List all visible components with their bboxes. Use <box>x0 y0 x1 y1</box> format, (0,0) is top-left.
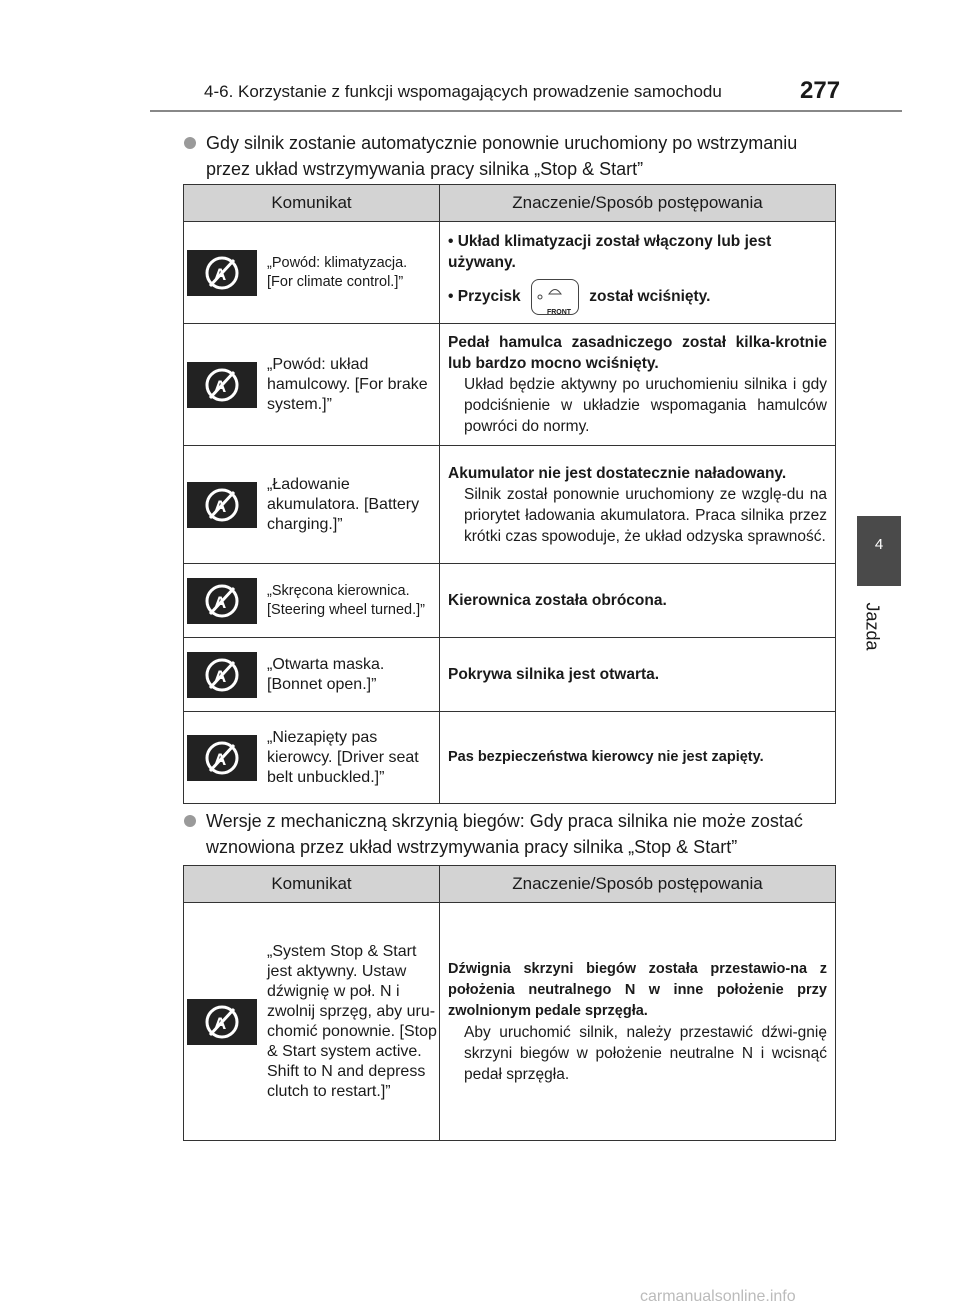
table-row <box>184 712 836 804</box>
message-table-2 <box>183 865 836 1141</box>
meaning-detail: Aby uruchomić silnik, należy przestawić dźwi-gnię skrzyni biegów w położenie neutralne N i wcisnąć pedał sprzęgła. <box>464 1023 827 1083</box>
table-row <box>184 222 836 324</box>
meaning-line-2a: • Przycisk <box>448 287 521 305</box>
header-divider <box>150 110 902 112</box>
stop-start-disabled-icon <box>187 652 257 698</box>
svg-text:A: A <box>214 666 227 686</box>
svg-text:A: A <box>214 749 227 769</box>
stop-start-disabled-icon <box>187 578 257 624</box>
meaning-line-2 <box>448 279 827 315</box>
table-row <box>184 564 836 638</box>
meaning-detail: Układ będzie aktywny po uruchomieniu silnika i gdy podciśnienie w układzie wspomagania hamulców powróci do normy. <box>464 376 827 435</box>
bullet-dot <box>184 815 196 827</box>
meaning-bold: Akumulator nie jest dostatecznie naładowany. <box>448 464 787 482</box>
message-text: „System Stop & Start jest aktywny. Ustaw dźwignię w poł. N i zwolnij sprzęg, aby uru-chomić ponownie. [Stop & Start system active. Shift to N and depress clutch to restart.]” <box>267 942 437 1100</box>
message-text: „Niezapięty pas kierowcy. [Driver seat belt unbuckled.]” <box>267 728 419 786</box>
message-text: „Powód: klimatyzacja. [For climate control.]” <box>267 254 408 290</box>
message-text: „Ładowanie akumulatora. [Battery charging.]” <box>267 475 420 533</box>
page-number: 277 <box>800 77 841 104</box>
intro-text-2: Wersje z mechaniczną skrzynią biegów: Gdy praca silnika nie może zostać wznowiona przez układ wstrzymywania pracy silnika „Stop & Start” <box>206 811 803 857</box>
col-header-message: Komunikat <box>184 866 440 903</box>
table-row <box>184 446 836 564</box>
stop-start-disabled-icon <box>187 999 257 1045</box>
svg-text:A: A <box>214 264 227 284</box>
meaning-detail: Silnik został ponownie uruchomiony ze wzglę-du na priorytet ładowania akumulatora. Praca silnika przez krótki czas spowoduje, że układ odzyska sprawność. <box>464 485 827 545</box>
chapter-number: 4 <box>874 536 884 553</box>
col-header-meaning: Znaczenie/Sposób postępowania <box>440 185 836 222</box>
chapter-label: Jazda <box>862 602 883 651</box>
svg-text:A: A <box>214 1013 227 1033</box>
meaning-line-2b: został wciśnięty. <box>589 287 711 305</box>
stop-start-disabled-icon <box>187 735 257 781</box>
meaning-bold: Pas bezpieczeństwa kierowcy nie jest zapięty. <box>448 749 764 765</box>
chapter-label-box <box>858 596 898 656</box>
stop-start-disabled-icon <box>187 250 257 296</box>
section-title: 4-6. Korzystanie z funkcji wspomagających prowadzenie samochodu <box>204 82 722 101</box>
message-text: „Powód: układ hamulcowy. [For brake system.]” <box>267 355 428 413</box>
message-text: „Skręcona kierownica. [Steering wheel turned.]” <box>267 582 425 618</box>
svg-text:A: A <box>214 496 227 516</box>
page-header <box>160 77 841 108</box>
intro-bullet-2 <box>184 808 844 860</box>
stop-start-disabled-icon <box>187 362 257 408</box>
watermark-footer: carmanualsonline.info <box>640 1288 796 1305</box>
meaning-bold: Pokrywa silnika jest otwarta. <box>448 666 660 683</box>
meaning-line-1: • Układ klimatyzacji został włączony lub jest używany. <box>448 232 772 271</box>
chapter-tab <box>857 516 901 586</box>
table-row <box>184 638 836 712</box>
front-defroster-button-icon <box>531 279 579 315</box>
bullet-dot <box>184 137 196 149</box>
stop-start-disabled-icon <box>187 482 257 528</box>
intro-text-1: Gdy silnik zostanie automatycznie ponownie uruchomiony po wstrzymaniu przez układ wstrzymywania pracy silnika „Stop & Start” <box>206 133 798 179</box>
table-row <box>184 324 836 446</box>
svg-text:A: A <box>214 592 227 612</box>
col-header-message: Komunikat <box>184 185 440 222</box>
intro-bullet-1 <box>184 130 844 182</box>
meaning-bold: Pedał hamulca zasadniczego został kilka-krotnie lub bardzo mocno wciśnięty. <box>448 334 827 372</box>
svg-text:A: A <box>214 376 227 396</box>
col-header-meaning: Znaczenie/Sposób postępowania <box>440 866 836 903</box>
meaning-bold: Kierownica została obrócona. <box>448 592 667 609</box>
message-text: „Otwarta maska. [Bonnet open.]” <box>267 655 385 693</box>
table-row <box>184 903 836 1141</box>
front-button-label: FRONT <box>546 308 572 316</box>
message-table-1 <box>183 184 836 804</box>
meaning-bold: Dźwignia skrzyni biegów została przestawio-na z położenia neutralnego N w inne położenie przy zwolnionym pedale sprzęgła. <box>448 960 827 1019</box>
